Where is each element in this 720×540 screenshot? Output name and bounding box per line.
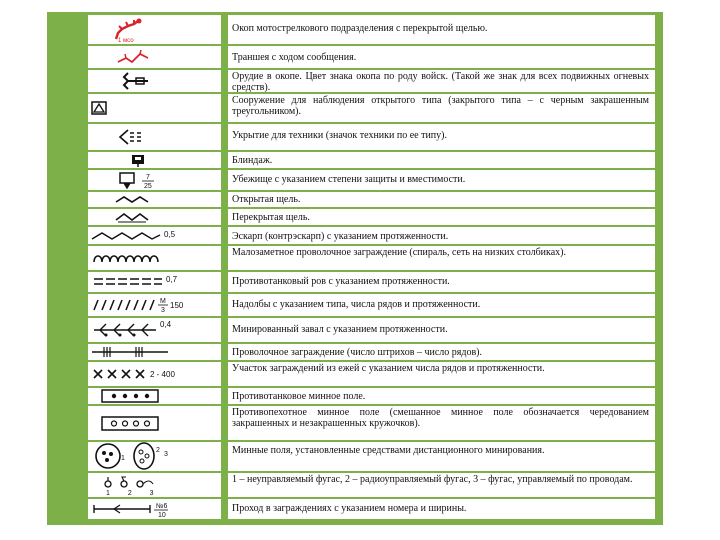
- legend-row: [88, 499, 655, 519]
- legend-row: [88, 15, 655, 44]
- row-text: Надолбы с указанием типа, числа рядов и протяженности.: [228, 294, 655, 316]
- legend-row: [88, 70, 655, 92]
- symbol-cell: [88, 318, 221, 342]
- row-text: Противотанковое минное поле.: [228, 388, 655, 404]
- symbol-bottom: 25: [144, 183, 152, 190]
- symbol-top: №6: [156, 503, 168, 510]
- row-text: Открытая щель.: [228, 192, 655, 207]
- symbol-cell: [88, 46, 221, 68]
- legend-row: [88, 94, 655, 122]
- legend-row: [88, 246, 655, 270]
- legend-row: [88, 294, 655, 316]
- row-text: 1 – неуправляемый фугас, 2 – радиоуправляемый фугас, 3 – фугас, управляемый по проводам.: [228, 473, 655, 497]
- gouges-icon: [88, 294, 221, 316]
- legend-row: [88, 318, 655, 342]
- symbol-left: 1: [121, 455, 125, 462]
- legend-row: [88, 192, 655, 207]
- motor-rifle-trench-icon: [88, 15, 221, 44]
- row-text: Противотанковый ров с указанием протяженности.: [228, 272, 655, 292]
- observation-post-icon: [88, 94, 221, 122]
- row-text: Сооружение для наблюдения открытого типа (закрытого типа – с черным закрашенным треугольником).: [228, 94, 655, 122]
- landmines-icon: [88, 473, 221, 497]
- symbol-cell: [88, 209, 221, 225]
- legend-row: [88, 344, 655, 360]
- row-text: Минные поля, установленные средствами дистанционного минирования.: [228, 442, 655, 471]
- gun-trench-icon: [88, 70, 221, 92]
- row-text: Траншея с ходом сообщения.: [228, 46, 655, 68]
- symbol-top: 7: [146, 174, 150, 181]
- row-text: Перекрытая щель.: [228, 209, 655, 225]
- symbol-cell: [88, 94, 221, 122]
- symbol-label: 0,4: [160, 320, 172, 329]
- symbol-cell: [88, 362, 221, 386]
- symbol-cell: [88, 473, 221, 497]
- row-text: Проход в заграждениях с указанием номера и ширины.: [228, 499, 655, 519]
- legend-row: [88, 362, 655, 386]
- legend-table: [47, 12, 663, 525]
- escarp-icon: [88, 227, 221, 244]
- symbol-cell: [88, 170, 221, 190]
- symbol-cell: [88, 499, 221, 519]
- symbol-right: 2: [156, 447, 160, 454]
- symbol-cell: [88, 442, 221, 471]
- row-text: Укрытие для техники (значок техники по ее типу).: [228, 124, 655, 150]
- symbol-cell: [88, 70, 221, 92]
- symbol-cell: [88, 246, 221, 270]
- symbol-cell: [88, 294, 221, 316]
- anti-tank-ditch-icon: [88, 272, 221, 292]
- symbol-cell: [88, 272, 221, 292]
- trench-passage-icon: [88, 46, 221, 68]
- legend-row: [88, 442, 655, 471]
- vehicle-shelter-icon: [88, 124, 221, 150]
- symbol-cell: [88, 388, 221, 404]
- symbol-cell: [88, 152, 221, 168]
- legend-row: [88, 170, 655, 190]
- symbol-bottom: 3: [161, 307, 165, 314]
- wire-obstacle-icon: [88, 344, 221, 360]
- row-text: Минированный завал с указанием протяженности.: [228, 318, 655, 342]
- legend-row: [88, 272, 655, 292]
- covered-slit-icon: [88, 209, 221, 225]
- legend-row: [88, 209, 655, 225]
- symbol-label: 0,5: [164, 230, 176, 239]
- legend-row: [88, 406, 655, 440]
- row-text: Противопехотное минное поле (смешанное минное поле обозначается чередованием закрашенных и незакрашенных кружочков).: [228, 406, 655, 440]
- symbol-label: 150: [170, 301, 184, 310]
- row-text: Участок заграждений из ежей с указанием числа рядов и протяженности.: [228, 362, 655, 386]
- legend-row: [88, 388, 655, 404]
- legend-row: [88, 152, 655, 168]
- symbol-label: 1 2 3: [106, 490, 162, 497]
- passage-icon: [88, 499, 221, 519]
- anti-tank-minefield-icon: [88, 388, 221, 404]
- symbol-cell: [88, 227, 221, 244]
- row-text: Эскарп (контрэскарп) с указанием протяженности.: [228, 227, 655, 244]
- row-text: Орудие в окопе. Цвет знака окопа по роду войск. (Такой же знак для всех подвижных огневых средств).: [228, 70, 655, 92]
- row-text: Проволочное заграждение (число штрихов – число рядов).: [228, 344, 655, 360]
- hedgehogs-icon: [88, 362, 221, 386]
- dugout-icon: [88, 152, 221, 168]
- symbol-top: М: [160, 298, 166, 305]
- symbol-far: 3: [164, 451, 168, 458]
- symbol-cell: [88, 406, 221, 440]
- symbol-cell: [88, 15, 221, 44]
- symbol-cell: [88, 344, 221, 360]
- symbol-cell: [88, 124, 221, 150]
- legend-row: [88, 124, 655, 150]
- row-text: Блиндаж.: [228, 152, 655, 168]
- symbol-cell: [88, 192, 221, 207]
- legend-row: [88, 473, 655, 497]
- row-text: Окоп мотострелкового подразделения с перекрытой щелью.: [228, 15, 655, 44]
- mined-abatis-icon: [88, 318, 221, 342]
- spiral-wire-icon: [88, 246, 221, 270]
- symbol-bottom: 10: [158, 512, 166, 519]
- shelter-icon: [88, 170, 221, 190]
- anti-personnel-minefield-icon: [88, 406, 221, 440]
- open-slit-icon: [88, 192, 221, 207]
- remote-minefields-icon: [88, 442, 221, 471]
- legend-row: [88, 46, 655, 68]
- row-text: Малозаметное проволочное заграждение (спираль, сеть на низких столбиках).: [228, 246, 655, 270]
- legend-row: [88, 227, 655, 244]
- symbol-label: 1 мсо: [118, 38, 134, 44]
- row-text: Убежище с указанием степени защиты и вместимости.: [228, 170, 655, 190]
- symbol-label: 0,7: [166, 275, 178, 284]
- symbol-label: 2 - 400: [150, 370, 175, 379]
